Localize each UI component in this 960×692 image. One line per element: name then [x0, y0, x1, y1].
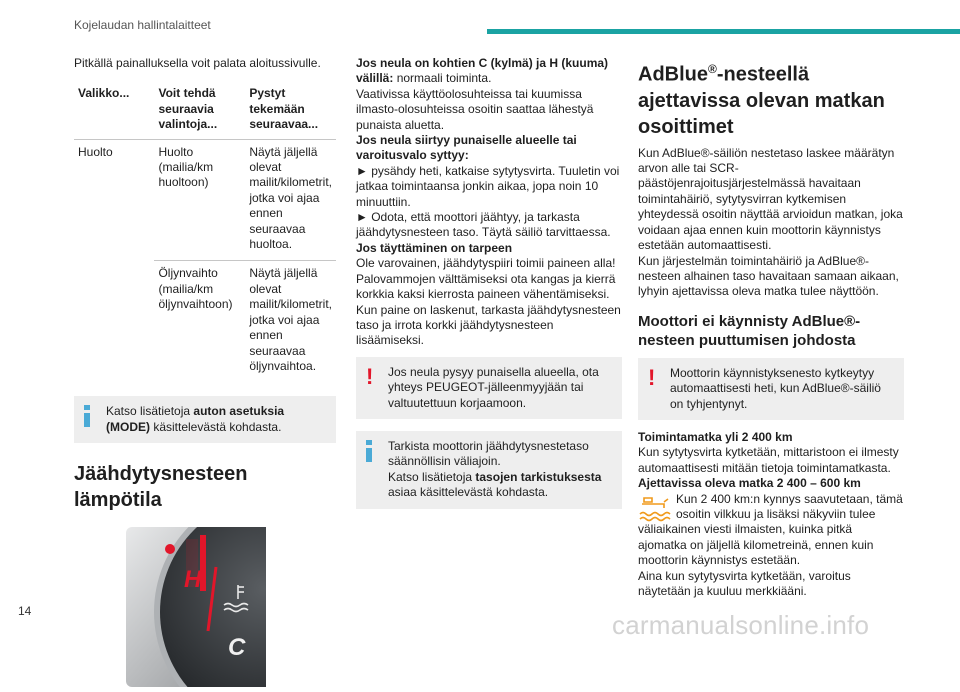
watermark: carmanualsonline.info — [612, 610, 870, 640]
warning-note-text: Moottorin käynnistyksenesto kytkeytyy automaattisesti heti, kun AdBlue®-säiliö on tyhjentynyt. — [670, 365, 881, 411]
column-2 — [356, 56, 622, 509]
paragraph: Kun järjestelmän toimintahäiriö ja AdBlue®-nesteen alhainen taso havaitaan samaan aikaan, lyhyin ajettavissa oleva matka tulee näyttöön. — [638, 253, 899, 299]
info-icon — [366, 440, 372, 462]
paragraph: Jos neula on kohtien C (kylmä) ja H (kuuma) välillä: normaali toiminta. — [356, 56, 609, 86]
table-cell: Huolto (mailia/km huoltoon) — [154, 139, 245, 261]
table-cell: Öljynvaihto (mailia/km öljynvaihtoon) — [154, 261, 245, 382]
header-accent-bar — [487, 29, 960, 34]
hot-label: H — [184, 566, 202, 594]
table-header: Pystyt tekemään seuraavaa... — [249, 86, 319, 132]
table-header-row — [74, 83, 336, 139]
info-icon — [84, 405, 90, 427]
section-heading: Jäähdytysnesteen lämpötila — [74, 463, 248, 512]
table-cell: Huolto — [74, 139, 154, 261]
adblue-title: AdBlue®-nesteellä ajettavissa olevan matkan osoittimet — [638, 62, 885, 138]
paragraph: Vaativissa käyttöolosuhteissa tai kuumissa ilmasto-olosuhteissa osoitin saattaa lähestyä punaista aluetta. — [356, 86, 594, 132]
paragraph: ► pysähdy heti, katkaise sytytysvirta. Tuuletin voi jatkaa toimintaansa jonkin aikaa, jopa noin 10 minuuttiin. — [356, 163, 620, 209]
paragraph-heading: Toimintamatka yli 2 400 km — [638, 429, 793, 444]
table-row — [74, 139, 336, 261]
table-cell: Näytä jäljellä olevat mailit/kilometrit, jotka voi ajaa ennen seuraavaa huoltoa. — [245, 139, 336, 261]
paragraph: ► Odota, että moottori jäähtyy, ja tarkasta jäähdytysnesteen taso. Täytä säiliö tarvittaessa. — [356, 210, 611, 240]
table-header: Valikko... — [78, 86, 130, 101]
paragraph: Aina kun sytytysvirta kytketään, varoitus näytetään ja kuuluu merkkiääni. — [638, 568, 851, 598]
paragraph: Ole varovainen, jäähdytyspiiri toimii paineen alla! Palovammojen välttämiseksi ota kangas ja kierrä korkkia kaksi kierrosta paineen vähentämiseksi. Kun paine on laskenut, tarkasta jäähdytysnesteen taso ja irrota korkki jäähdytysnesteen lisäämiseksi. — [356, 256, 621, 348]
info-note-text: Katso lisätietoja tasojen tarkistuksesta asiaa käsittelevästä kohdasta. — [388, 469, 602, 500]
column-1 — [74, 56, 336, 687]
paragraph: Kun 2 400 km:n kynnys saavutetaan, tämä osoitin vilkkuu ja lisäksi näkyviin tulee väliaikainen viesti ilmaisten, kuinka pitkä ajomatka on jäljellä kilometreinä, ennen kuin moottorin käynnistys estetään. — [638, 491, 903, 568]
info-note — [356, 431, 622, 509]
table-cell: Näytä jäljellä olevat mailit/kilometrit, jotka voi ajaa ennen seuraavaa öljynvaihtoa. — [245, 261, 336, 382]
section-subheading: Moottori ei käynnisty AdBlue®-nesteen puuttumisen johdosta — [638, 312, 861, 349]
paragraph: Kun sytytysvirta kytketään, mittaristoon ei ilmesty automaattisesti mitään tietoja toimintamatkasta. — [638, 445, 899, 475]
paragraph-heading: Jos täyttäminen on tarpeen — [356, 240, 513, 255]
column-3 — [638, 56, 904, 599]
temperature-gauge — [126, 527, 266, 687]
warning-icon: ! — [648, 364, 656, 390]
cold-label: C — [228, 634, 246, 662]
intro-text: Pitkällä painalluksella voit palata aloitussivulle. — [74, 56, 321, 70]
table-cell — [74, 261, 154, 382]
adblue-range-block — [638, 492, 904, 569]
paragraph: Kun AdBlue®-säiliön nestetaso laskee määrätyn arvon alle tai SCR-päästöjenrajoitusjärjestelmässä havaitaan toimintahäiriö, sytytysvirran kytkemisen yhteydessä osoitin näyttää arvioidun matkan, joka voidaan ajaa ennen kuin moottorin käynnistys estetään automaattisesti. — [638, 145, 903, 253]
adblue-warning-icon — [638, 494, 672, 522]
warning-note — [638, 358, 904, 420]
info-note-text: Tarkista moottorin jäähdytysnestetaso säännöllisin väliajoin. — [388, 438, 589, 469]
warning-dot — [165, 544, 175, 554]
warning-icon: ! — [366, 363, 374, 389]
table-row — [74, 261, 336, 382]
paragraph-heading: Jos neula siirtyy punaiselle alueelle tai varoitusvalo syttyy: — [356, 133, 577, 163]
table-header: Voit tehdä seuraavia valintoja... — [158, 86, 218, 132]
info-note — [74, 396, 336, 443]
service-menu-table — [74, 83, 336, 382]
warning-note-text: Jos neula pysyy punaisella alueella, ota yhteys PEUGEOT-jälleenmyyjään tai valtuutettuun korjaamoon. — [388, 364, 599, 410]
paragraph-heading: Ajettavissa oleva matka 2 400 – 600 km — [638, 476, 861, 491]
page-number: 14 — [18, 604, 32, 618]
header-title: Kojelaudan hallintalaitteet — [74, 18, 211, 32]
info-note-text: Katso lisätietoja auton asetuksia (MODE) käsittelevästä kohdasta. — [106, 404, 285, 434]
warning-note — [356, 357, 622, 419]
